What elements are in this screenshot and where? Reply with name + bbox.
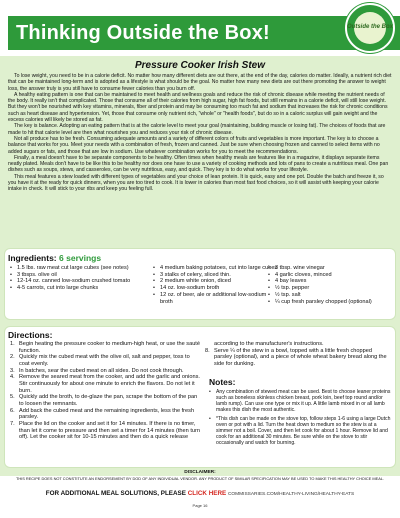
intro-paragraph: Finally, a meal doesn't have to be separate components to be healthy. Often times when healthy meals are features like in a magazine, it displays separate items neatly plated. Meals don't have to be like this to be healthy nor does one have to use a variety of cooking methods and lots of pans to create a nutritious meal. One pan dishes such as soups, stews, and casseroles, can be very nutritious, easy, and quick. They key is to do what works for your lifestyle.	[8, 154, 389, 174]
header	[0, 0, 400, 50]
ingredient-item: • ½ tsp. pepper	[268, 285, 393, 292]
ingredients-label: Ingredients:	[8, 253, 57, 263]
directions-heading: Directions:	[8, 330, 53, 340]
disclaimer-heading: DISCLAIMER:	[184, 470, 216, 475]
ingredient-item: • 3 stalks of celery, sliced thin.	[153, 272, 278, 279]
ingredient-item: • ½ tsp. salt	[268, 292, 393, 299]
note-item: • *This dish can be made on the stove top, follow steps 1-6 using a large Dutch oven or pot with a lid. Turn the heat down to medium so the stew is at a simmer not a boil. Cover, and then let cook for about 1 hour. Remove lid and cook for an additional 30 minutes. Be sure while on the stove to stir occasionally and watch for burning.	[209, 416, 391, 447]
footer-prefix: FOR ADDITIONAL MEAL SOLUTIONS, PLEASE	[45, 490, 186, 497]
intro-paragraph: To lose weight, you need to be in a calorie deficit. No matter how many different diets are out there, at the end of the day, calories do matter. Ideally, a nutrient rich diet that can be maintained long-term and is adopted as a lifestyle is what should be the goal. No matter how many new diets are out there promoting the answer to weight loss, the answer truly is you still have to consume fewer calories than you burn off.	[8, 73, 392, 92]
direction-step	[10, 374, 200, 394]
intro-paragraph: The key is balance. Adopting an eating pattern that is at the calorie level to meet your goal (maintaining, building muscle or losing fat). The choices of foods that are made to hit that calorie level are then what nourishes you and reduces your risk of chronic disease.	[8, 123, 386, 136]
step-text: Begin heating the pressure cooker to medium-high heat, or use the sauté function.	[19, 341, 200, 354]
step-number: 3.	[10, 367, 15, 374]
ingredient-item: • 12-14 oz. canned low-sodium crushed tomato	[10, 278, 135, 285]
intro-text	[8, 73, 392, 193]
notes-heading: Notes:	[209, 377, 236, 387]
ingredient-item: • 3 tbsp. wine vinegar	[268, 265, 393, 272]
footer-url[interactable]: COMMISSARIES.COM/HEALTHY-LIVING/HEALTHY-EATS	[227, 492, 355, 497]
direction-step	[10, 394, 200, 407]
ingredient-item: • 4 medium baking potatoes, cut into large cubes	[153, 265, 278, 272]
direction-step	[205, 341, 391, 348]
step-number: 1.	[10, 341, 15, 347]
step-text: Add back the cubed meat and the remaining ingredients, less the fresh parsley.	[19, 407, 195, 421]
intro-paragraph: This meal features a stew loaded with different types of vegetables and your choice of lean protein. It is quick, easy and one pot. Double the batch and freeze it, so you have it at the ready for quick dinners, when you are too tired to cook. It is lower in calories than most fast food choices, so it will assist with keeping your calorie intake in check. It will stick to your ribs and keep you feeling full.	[8, 173, 384, 193]
click-here-link[interactable]: CLICK HERE	[187, 490, 227, 497]
step-text: Quickly mix the cubed meat with the olive oil, salt and pepper, toss to coat evenly.	[19, 354, 190, 367]
note-item: • Any combination of stewed meat can be used. Best to choose leaner proteins such as boneless skinless chicken breast, pork loin, beef top round and/or lamb rump). Can use one type or mix it up. A little lamb mixed in or all lamb makes this dish the most authentic.	[209, 389, 391, 414]
footer	[0, 490, 400, 497]
ingredient-item: • ¼ cup fresh parsley chopped (optional)	[268, 299, 393, 306]
step-number: 5.	[10, 394, 15, 401]
step-number: 7.	[10, 420, 15, 427]
ingredient-item: • 1.5 lbs. raw meat cut large cubes (see notes)	[10, 265, 135, 272]
ingredient-item: • 3 tbsps. olive oil	[10, 272, 135, 279]
step-number: 2.	[10, 354, 15, 361]
direction-step	[10, 368, 200, 375]
intro-paragraph: A healthy eating pattern is one that can be maintained to meet health and wellness goals and reduce the risk of chronic disease while meeting the nutrient needs of the body. It really isn't that complicated. Those that consume all of their calories from high sugar, high fat foods, but still remains in a calorie deficit, will still lose weight. But they won't be nourished with key vitamins, minerals, fiber and protein and may be consuming too much fat and sodium that increases the risk for chronic conditions such as heart disease and hypertension. Yet, those that consume only nutrient rich, "whole" or "health foods", but do so in a caloric surplus will gain weight and the excess calories will likely be stored as fat.	[8, 91, 388, 124]
notes-list	[209, 389, 391, 448]
step-number: 6.	[10, 407, 15, 414]
direction-step	[10, 408, 200, 421]
step-text: Serve ¼ of the stew in a bowl, topped with a little fresh chopped parsley (optional), and a piece of whole wheat bakery bread along the side for dunking.	[214, 347, 387, 367]
ingredient-item: • 14 oz. low-sodium broth	[153, 285, 278, 292]
ingredients-column-1	[10, 265, 135, 292]
step-text: Remove the seared meat from the cooker, and add the garlic and onions. Stir continuously for about one minute to enrich the flavors. Do not let it burn.	[19, 374, 200, 394]
step-text: In batches, sear the cubed meat on all sides. Do not cook through.	[19, 367, 184, 374]
direction-step	[10, 354, 200, 367]
step-text: Quickly add the broth, to de-glaze the pan, scrape the bottom of the pan to loosen the remnants.	[19, 394, 198, 407]
ingredients-heading	[8, 253, 101, 263]
direction-step	[205, 348, 391, 368]
ingredient-item: • 4 garlic cloves, minced	[268, 272, 393, 279]
recipe-title: Pressure Cooker Irish Stew	[134, 60, 266, 71]
ingredient-item: • 12 oz. of beer, ale or additional low-sodium broth	[153, 292, 278, 305]
page-number: Page 16	[192, 503, 208, 508]
step-number: 8.	[205, 347, 210, 354]
logo-text: Outside the Box	[347, 24, 394, 30]
step-number: 4.	[10, 374, 15, 381]
direction-step	[10, 421, 200, 441]
step-text: according to the manufacturer's instructions.	[214, 341, 324, 347]
direction-step	[10, 341, 200, 354]
ingredient-item: • 4 bay leaves	[268, 278, 393, 285]
servings-count: 6 servings	[59, 253, 102, 263]
ingredients-column-2	[153, 265, 278, 305]
ingredient-item: • 4-5 carrots, cut into large chunks	[10, 285, 135, 292]
intro-paragraph: Not all produce has to be fresh. Consuming adequate amounts and a variety of different colors of fruits and vegetables is more important. The key is to choose a balance that works for you. Meet your needs with a combination of fresh, frozen and canned. Just be sure when choosing frozen and canned to select items with no added sugars or fats, and those that are low in sodium. Use whatever combination works for you to meet the recommendations.	[8, 135, 380, 155]
step-text: Place the lid on the cooker and set it for 14 minutes. If there is no timer, than let it come to pressure and then set a timer for 14 minutes (then turn off). Let the cooker sit for 10-15 minutes and then do a quick release	[19, 420, 200, 441]
ingredients-column-3	[268, 265, 393, 305]
directions-continued	[205, 341, 391, 368]
page-title: Thinking Outside the Box!	[16, 22, 270, 44]
directions-list	[10, 341, 200, 441]
outside-the-box-logo	[345, 3, 395, 53]
disclaimer-text: THIS RECIPE DOES NOT CONSTITUTE AN ENDORSEMENT BY DOD OF ANY INDIVIDUAL VENDOR. ANY PRODUCT OF SIMILAR SPECIFICATION MAY BE USED TO MAKE THIS HEALTHY CHOICE MEAL.	[15, 476, 385, 481]
ingredient-item: • 2 medium white onion, diced	[153, 278, 278, 285]
